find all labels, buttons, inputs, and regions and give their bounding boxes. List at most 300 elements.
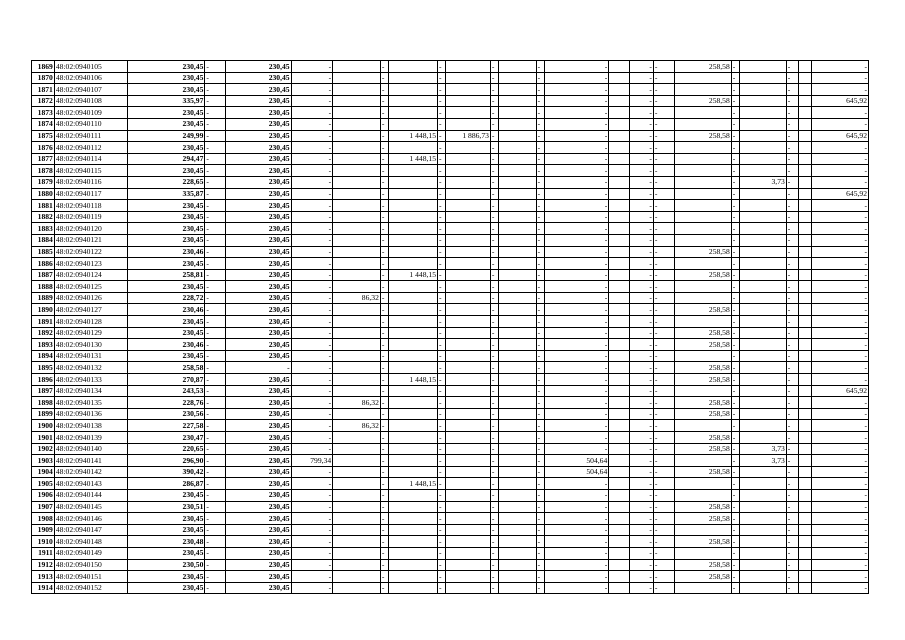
value-cell	[609, 130, 630, 142]
value-cell	[799, 536, 811, 548]
row-number-cell: 1874	[32, 118, 55, 130]
value-cell	[609, 304, 630, 316]
value-cell: -	[630, 292, 654, 304]
value-cell	[499, 466, 536, 478]
value-cell: -	[731, 246, 739, 258]
value-cell	[799, 524, 811, 536]
row-number-cell: 1873	[32, 107, 55, 119]
value-cell: -	[653, 432, 674, 444]
value-cell: 230,48	[127, 536, 205, 548]
value-cell: -	[490, 107, 498, 119]
cadastral-number-cell: 48:02:0940106	[54, 72, 127, 84]
value-cell: -	[205, 211, 226, 223]
cadastral-number-cell: 48:02:0940118	[54, 200, 127, 212]
value-cell: -	[786, 269, 798, 281]
value-cell	[446, 559, 491, 571]
value-cell: 258,58	[674, 269, 731, 281]
value-cell	[446, 211, 491, 223]
value-cell	[740, 223, 787, 235]
value-cell: -	[731, 478, 739, 490]
value-cell: -	[811, 443, 868, 455]
value-cell	[446, 304, 491, 316]
table-row	[32, 142, 869, 154]
value-cell: -	[544, 142, 608, 154]
value-cell	[333, 84, 381, 96]
value-cell: -	[490, 223, 498, 235]
value-cell	[499, 281, 536, 293]
value-cell: -	[731, 374, 739, 386]
value-cell: -	[490, 420, 498, 432]
value-cell: 230,45	[127, 281, 205, 293]
value-cell: 258,58	[674, 443, 731, 455]
value-cell	[499, 478, 536, 490]
value-cell: -	[437, 200, 445, 212]
value-cell	[389, 536, 438, 548]
value-cell: -	[811, 292, 868, 304]
value-cell: -	[490, 455, 498, 467]
value-cell: -	[811, 153, 868, 165]
value-cell	[740, 84, 787, 96]
value-cell: -	[544, 397, 608, 409]
row-number-cell: 1884	[32, 234, 55, 246]
value-cell	[333, 188, 381, 200]
cadastral-number-cell: 48:02:0940136	[54, 408, 127, 420]
value-cell	[674, 165, 731, 177]
value-cell	[333, 385, 381, 397]
value-cell: -	[630, 84, 654, 96]
value-cell: 258,58	[674, 501, 731, 513]
value-cell	[740, 374, 787, 386]
value-cell	[799, 188, 811, 200]
row-number-cell: 1897	[32, 385, 55, 397]
value-cell: -	[786, 327, 798, 339]
value-cell: 230,45	[226, 432, 291, 444]
value-cell: -	[536, 72, 544, 84]
value-cell: -	[544, 385, 608, 397]
value-cell: -	[437, 408, 445, 420]
value-cell: -	[291, 188, 333, 200]
value-cell	[674, 316, 731, 328]
value-cell: -	[291, 246, 333, 258]
value-cell: -	[490, 524, 498, 536]
value-cell: -	[380, 455, 388, 467]
value-cell	[499, 571, 536, 583]
value-cell	[389, 455, 438, 467]
value-cell: -	[291, 385, 333, 397]
value-cell	[446, 234, 491, 246]
cadastral-number-cell: 48:02:0940114	[54, 153, 127, 165]
row-number-cell: 1889	[32, 292, 55, 304]
value-cell: -	[291, 281, 333, 293]
value-cell: -	[536, 327, 544, 339]
value-cell: -	[544, 443, 608, 455]
value-cell: -	[653, 327, 674, 339]
value-cell: -	[544, 61, 608, 73]
value-cell: -	[291, 513, 333, 525]
value-cell: -	[291, 350, 333, 362]
value-cell: -	[811, 374, 868, 386]
cadastral-number-cell: 48:02:0940109	[54, 107, 127, 119]
value-cell	[446, 455, 491, 467]
value-cell: -	[490, 153, 498, 165]
value-cell: 335,97	[127, 95, 205, 107]
table-row	[32, 524, 869, 536]
value-cell: 258,58	[674, 327, 731, 339]
value-cell	[799, 258, 811, 270]
value-cell: -	[437, 304, 445, 316]
row-number-cell: 1894	[32, 350, 55, 362]
value-cell: -	[811, 258, 868, 270]
value-cell	[333, 95, 381, 107]
value-cell	[740, 107, 787, 119]
value-cell	[740, 536, 787, 548]
value-cell: -	[291, 374, 333, 386]
row-number-cell: 1911	[32, 547, 55, 559]
value-cell: 258,58	[127, 362, 205, 374]
cadastral-number-cell: 48:02:0940115	[54, 165, 127, 177]
value-cell: -	[630, 466, 654, 478]
value-cell: -	[291, 582, 333, 594]
value-cell	[799, 501, 811, 513]
value-cell: -	[630, 501, 654, 513]
value-cell	[333, 339, 381, 351]
value-cell	[740, 547, 787, 559]
value-cell	[740, 559, 787, 571]
value-cell	[333, 269, 381, 281]
value-cell: -	[731, 385, 739, 397]
row-number-cell: 1870	[32, 72, 55, 84]
value-cell: -	[536, 513, 544, 525]
value-cell: 230,45	[226, 571, 291, 583]
cadastral-number-cell: 48:02:0940146	[54, 513, 127, 525]
value-cell: -	[811, 501, 868, 513]
value-cell: -	[380, 304, 388, 316]
value-cell	[609, 489, 630, 501]
value-cell	[674, 582, 731, 594]
value-cell: -	[653, 547, 674, 559]
value-cell: -	[544, 478, 608, 490]
value-cell: -	[490, 374, 498, 386]
value-cell	[799, 559, 811, 571]
value-cell	[674, 385, 731, 397]
value-cell: -	[544, 107, 608, 119]
value-cell	[446, 176, 491, 188]
value-cell: -	[437, 176, 445, 188]
value-cell	[609, 513, 630, 525]
table-row	[32, 304, 869, 316]
value-cell: -	[490, 72, 498, 84]
value-cell: -	[490, 536, 498, 548]
value-cell	[674, 72, 731, 84]
value-cell: -	[653, 374, 674, 386]
row-number-cell: 1872	[32, 95, 55, 107]
value-cell	[799, 292, 811, 304]
value-cell: -	[653, 84, 674, 96]
value-cell: 504,64	[544, 455, 608, 467]
value-cell	[609, 582, 630, 594]
value-cell: 286,87	[127, 478, 205, 490]
value-cell	[609, 142, 630, 154]
value-cell	[446, 536, 491, 548]
value-cell	[333, 200, 381, 212]
value-cell: -	[536, 281, 544, 293]
value-cell	[389, 246, 438, 258]
value-cell: -	[205, 350, 226, 362]
value-cell: -	[630, 385, 654, 397]
value-cell: -	[490, 350, 498, 362]
value-cell	[389, 385, 438, 397]
value-cell: 296,90	[127, 455, 205, 467]
value-cell: -	[490, 269, 498, 281]
value-cell	[499, 118, 536, 130]
value-cell	[446, 466, 491, 478]
value-cell: -	[536, 362, 544, 374]
value-cell	[799, 420, 811, 432]
value-cell: -	[205, 316, 226, 328]
value-cell: -	[544, 234, 608, 246]
cadastral-number-cell: 48:02:0940126	[54, 292, 127, 304]
value-cell	[799, 95, 811, 107]
value-cell	[389, 223, 438, 235]
cadastral-number-cell: 48:02:0940147	[54, 524, 127, 536]
value-cell: -	[490, 559, 498, 571]
value-cell	[609, 176, 630, 188]
value-cell	[446, 153, 491, 165]
value-cell: 504,64	[544, 466, 608, 478]
value-cell	[499, 408, 536, 420]
value-cell: 390,42	[127, 466, 205, 478]
value-cell	[799, 84, 811, 96]
value-cell: -	[437, 223, 445, 235]
value-cell: -	[205, 165, 226, 177]
value-cell	[674, 84, 731, 96]
value-cell: -	[731, 165, 739, 177]
value-cell	[446, 547, 491, 559]
value-cell	[446, 223, 491, 235]
value-cell	[609, 478, 630, 490]
value-cell: -	[205, 153, 226, 165]
value-cell	[674, 478, 731, 490]
value-cell: -	[653, 559, 674, 571]
value-cell: -	[205, 524, 226, 536]
value-cell	[446, 489, 491, 501]
value-cell: -	[630, 350, 654, 362]
value-cell	[674, 153, 731, 165]
value-cell	[389, 443, 438, 455]
value-cell	[609, 385, 630, 397]
value-cell	[499, 547, 536, 559]
value-cell	[609, 72, 630, 84]
value-cell	[799, 582, 811, 594]
cadastral-number-cell: 48:02:0940107	[54, 84, 127, 96]
value-cell: -	[630, 478, 654, 490]
value-cell	[740, 153, 787, 165]
value-cell: -	[731, 408, 739, 420]
value-cell	[333, 165, 381, 177]
value-cell: -	[490, 176, 498, 188]
value-cell	[333, 466, 381, 478]
value-cell: -	[544, 524, 608, 536]
value-cell: -	[380, 200, 388, 212]
value-cell	[740, 478, 787, 490]
value-cell: -	[437, 362, 445, 374]
value-cell	[799, 246, 811, 258]
value-cell	[446, 107, 491, 119]
value-cell: -	[544, 281, 608, 293]
value-cell: 258,58	[674, 432, 731, 444]
table-row	[32, 536, 869, 548]
value-cell	[740, 362, 787, 374]
value-cell: -	[437, 61, 445, 73]
value-cell: 258,58	[674, 536, 731, 548]
value-cell	[389, 234, 438, 246]
value-cell: -	[731, 130, 739, 142]
value-cell	[389, 559, 438, 571]
value-cell: -	[205, 547, 226, 559]
value-cell: -	[291, 524, 333, 536]
value-cell: 230,45	[226, 466, 291, 478]
value-cell: 258,58	[674, 362, 731, 374]
cadastral-number-cell: 48:02:0940111	[54, 130, 127, 142]
value-cell: -	[653, 269, 674, 281]
value-cell	[799, 72, 811, 84]
value-cell: -	[536, 107, 544, 119]
value-cell	[799, 107, 811, 119]
value-cell	[333, 455, 381, 467]
value-cell: -	[437, 234, 445, 246]
value-cell: -	[490, 432, 498, 444]
value-cell	[674, 258, 731, 270]
value-cell	[799, 211, 811, 223]
value-cell: -	[786, 385, 798, 397]
value-cell	[499, 489, 536, 501]
value-cell: -	[653, 489, 674, 501]
value-cell: -	[786, 339, 798, 351]
value-cell	[609, 547, 630, 559]
value-cell	[389, 304, 438, 316]
value-cell	[674, 420, 731, 432]
value-cell: -	[205, 292, 226, 304]
value-cell: -	[490, 142, 498, 154]
value-cell: -	[291, 211, 333, 223]
value-cell: -	[786, 211, 798, 223]
cadastral-number-cell: 48:02:0940117	[54, 188, 127, 200]
value-cell: 258,58	[674, 95, 731, 107]
value-cell: -	[731, 513, 739, 525]
value-cell: 230,45	[226, 130, 291, 142]
value-cell: -	[536, 443, 544, 455]
value-cell	[389, 466, 438, 478]
value-cell: -	[291, 153, 333, 165]
row-number-cell: 1871	[32, 84, 55, 96]
value-cell	[446, 118, 491, 130]
value-cell: -	[630, 304, 654, 316]
value-cell: 227,58	[127, 420, 205, 432]
table-row	[32, 408, 869, 420]
value-cell: -	[490, 501, 498, 513]
table-row	[32, 118, 869, 130]
value-cell	[740, 61, 787, 73]
value-cell: -	[630, 165, 654, 177]
value-cell: 230,45	[127, 571, 205, 583]
value-cell: -	[786, 107, 798, 119]
value-cell: 230,45	[127, 61, 205, 73]
value-cell	[799, 443, 811, 455]
value-cell: -	[544, 432, 608, 444]
value-cell	[333, 176, 381, 188]
value-cell: -	[205, 234, 226, 246]
value-cell: -	[731, 420, 739, 432]
value-cell: -	[731, 443, 739, 455]
value-cell: -	[630, 582, 654, 594]
value-cell: 645,92	[811, 188, 868, 200]
value-cell: -	[811, 118, 868, 130]
value-cell	[799, 223, 811, 235]
value-cell: -	[490, 211, 498, 223]
value-cell	[333, 432, 381, 444]
value-cell	[674, 118, 731, 130]
value-cell	[609, 61, 630, 73]
value-cell: -	[437, 466, 445, 478]
value-cell: -	[536, 142, 544, 154]
value-cell	[674, 107, 731, 119]
value-cell	[499, 420, 536, 432]
value-cell: 230,45	[226, 234, 291, 246]
value-cell: -	[630, 513, 654, 525]
value-cell: -	[811, 281, 868, 293]
value-cell: -	[291, 176, 333, 188]
value-cell: -	[536, 385, 544, 397]
value-cell: -	[205, 513, 226, 525]
value-cell: -	[630, 432, 654, 444]
value-cell	[740, 95, 787, 107]
value-cell: -	[630, 374, 654, 386]
value-cell	[674, 176, 731, 188]
value-cell: -	[731, 234, 739, 246]
value-cell: -	[490, 165, 498, 177]
value-cell: -	[811, 350, 868, 362]
value-cell	[333, 408, 381, 420]
table-row	[32, 374, 869, 386]
value-cell: -	[380, 582, 388, 594]
value-cell	[389, 281, 438, 293]
value-cell: 230,45	[226, 420, 291, 432]
value-cell: -	[630, 142, 654, 154]
row-number-cell: 1890	[32, 304, 55, 316]
value-cell: -	[786, 432, 798, 444]
value-cell: -	[536, 432, 544, 444]
table-row	[32, 327, 869, 339]
value-cell	[609, 559, 630, 571]
value-cell: -	[437, 536, 445, 548]
value-cell	[609, 408, 630, 420]
value-cell: -	[653, 513, 674, 525]
value-cell	[499, 524, 536, 536]
value-cell: -	[437, 432, 445, 444]
value-cell: -	[490, 385, 498, 397]
value-cell: -	[786, 443, 798, 455]
table-row	[32, 478, 869, 490]
value-cell	[609, 223, 630, 235]
value-cell: -	[630, 176, 654, 188]
value-cell: -	[437, 281, 445, 293]
value-cell: -	[544, 327, 608, 339]
value-cell: -	[731, 84, 739, 96]
value-cell: -	[380, 478, 388, 490]
value-cell	[499, 304, 536, 316]
value-cell	[740, 420, 787, 432]
value-cell: -	[544, 339, 608, 351]
